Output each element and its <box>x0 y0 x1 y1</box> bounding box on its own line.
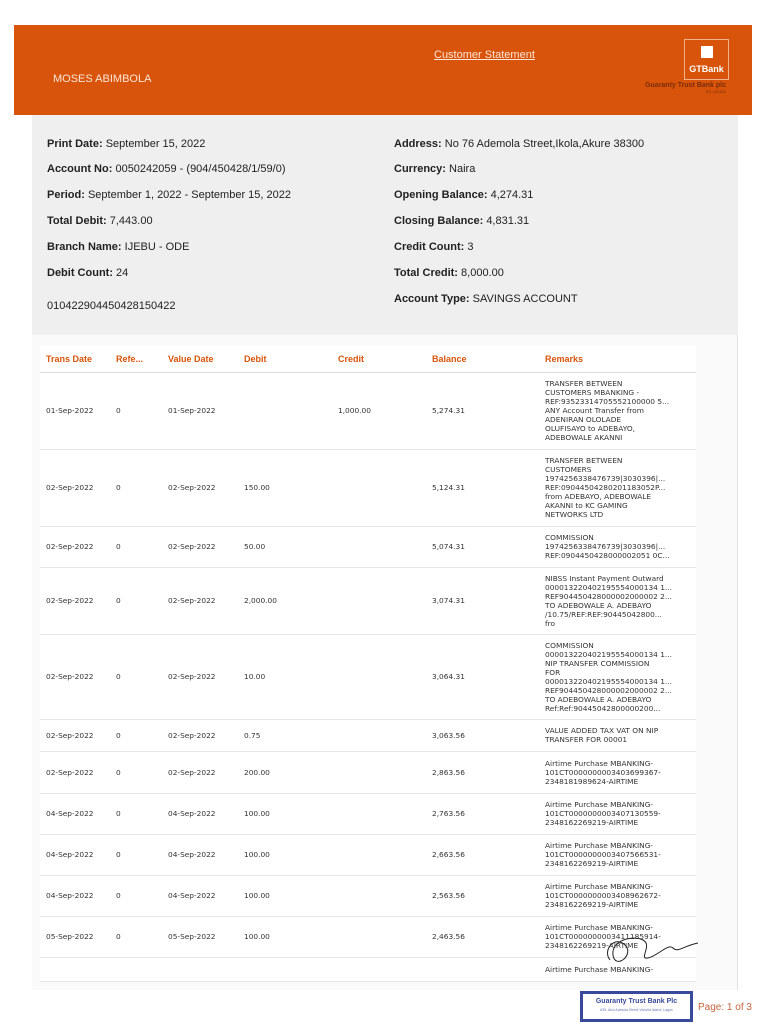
table-row[interactable] <box>40 634 696 719</box>
table-cell: 02-Sep-2022 <box>40 634 110 719</box>
table-cell: 04-Sep-2022 <box>162 875 238 916</box>
table-cell: NIBSS Instant Payment Outward 000013220402195554000134 1... REF904450428000002000002 2... TO ADEBOWALE A. ADEBAYO /10.75/REF:REF:90445042800... fro <box>539 567 696 634</box>
table-cell <box>332 793 426 834</box>
page-number: Page: 1 of 3 <box>698 1002 752 1013</box>
table-cell: 50.00 <box>238 526 332 567</box>
table-cell: 02-Sep-2022 <box>40 751 110 793</box>
bank-name: Guaranty Trust Bank plc RC 152321 <box>645 82 726 94</box>
table-cell: COMMISSION 000013220402195554000134 1... NIP TRANSFER COMMISSION FOR 000013220402195554000134 1... REF904450428000002000002 2... TO ADEBOWALE A. ADEBAYO Ref:Ref:90445042800000200... <box>539 634 696 719</box>
table-cell: 2,463.56 <box>426 916 539 957</box>
column-header[interactable]: Refe... <box>110 346 162 372</box>
table-cell: 0 <box>110 834 162 875</box>
table-row[interactable] <box>40 567 696 634</box>
table-cell: 05-Sep-2022 <box>40 916 110 957</box>
table-cell <box>332 751 426 793</box>
bank-stamp: Guaranty Trust Bank Plc 635, Akin Adesola Street,Victoria Island, Lagos <box>580 991 693 1022</box>
table-cell: 0 <box>110 793 162 834</box>
table-cell: 0 <box>110 449 162 526</box>
table-cell <box>332 449 426 526</box>
table-cell: 100.00 <box>238 916 332 957</box>
table-cell: 02-Sep-2022 <box>162 719 238 751</box>
table-cell: 200.00 <box>238 751 332 793</box>
table-cell: 02-Sep-2022 <box>162 751 238 793</box>
table-cell: 2,563.56 <box>426 875 539 916</box>
table-cell <box>332 916 426 957</box>
table-cell: 0 <box>110 916 162 957</box>
table-row[interactable] <box>40 526 696 567</box>
table-row[interactable] <box>40 372 696 449</box>
table-cell: TRANSFER BETWEEN CUSTOMERS 1974256338476739|3030396|... REF:09044504280201183052P... from ADEBAYO, ADEBOWALE AKANNI to KC GAMING NETWORKS LTD <box>539 449 696 526</box>
table-cell: 3,064.31 <box>426 634 539 719</box>
table-cell: Airtime Purchase MBANKING- 101CT0000000003403699367- 2348181989624-AIRTIME <box>539 751 696 793</box>
column-header[interactable]: Trans Date <box>40 346 110 372</box>
info-field: Opening Balance: 4,274.31 <box>394 189 534 201</box>
table-cell: 0.75 <box>238 719 332 751</box>
table-cell: VALUE ADDED TAX VAT ON NIP TRANSFER FOR 00001 <box>539 719 696 751</box>
table-cell: 05-Sep-2022 <box>162 916 238 957</box>
table-cell <box>162 957 238 981</box>
table-cell: 02-Sep-2022 <box>162 526 238 567</box>
table-cell <box>332 526 426 567</box>
table-cell <box>332 634 426 719</box>
table-cell <box>40 957 110 981</box>
table-cell: 0 <box>110 526 162 567</box>
table-cell: 5,074.31 <box>426 526 539 567</box>
table-cell <box>238 372 332 449</box>
table-row[interactable] <box>40 751 696 793</box>
table-cell: 2,000.00 <box>238 567 332 634</box>
table-cell: 0 <box>110 567 162 634</box>
info-field: Currency: Naira <box>394 163 476 175</box>
table-cell: 2,763.56 <box>426 793 539 834</box>
table-cell: 02-Sep-2022 <box>40 719 110 751</box>
table-row[interactable] <box>40 449 696 526</box>
reference-number: 010422904450428150422 <box>47 300 176 312</box>
table-cell: 0 <box>110 372 162 449</box>
info-field: Debit Count: 24 <box>47 267 129 279</box>
table-cell: 3,063.56 <box>426 719 539 751</box>
table-cell: 5,274.31 <box>426 372 539 449</box>
column-header[interactable]: Credit <box>332 346 426 372</box>
table-cell: 0 <box>110 875 162 916</box>
table-cell: 04-Sep-2022 <box>40 875 110 916</box>
table-row[interactable] <box>40 834 696 875</box>
table-cell: 04-Sep-2022 <box>40 834 110 875</box>
info-field: Account No: 0050242059 - (904/450428/1/59/0) <box>47 163 286 175</box>
table-row[interactable] <box>40 875 696 916</box>
table-cell: 3,074.31 <box>426 567 539 634</box>
table-cell <box>426 957 539 981</box>
table-cell: 01-Sep-2022 <box>40 372 110 449</box>
table-cell: 0 <box>110 719 162 751</box>
table-cell: 1,000.00 <box>332 372 426 449</box>
table-cell: 150.00 <box>238 449 332 526</box>
table-cell: 5,124.31 <box>426 449 539 526</box>
table-cell: Airtime Purchase MBANKING- 101CT0000000003407130559- 2348162269219-AIRTIME <box>539 793 696 834</box>
table-cell <box>238 957 332 981</box>
table-cell <box>110 957 162 981</box>
gtbank-logo: GTBank <box>684 39 729 80</box>
table-cell: 01-Sep-2022 <box>162 372 238 449</box>
info-field: Account Type: SAVINGS ACCOUNT <box>394 293 578 305</box>
customer-statement-link[interactable]: Customer Statement <box>434 49 535 61</box>
signature <box>590 925 700 975</box>
table-cell: 100.00 <box>238 875 332 916</box>
table-cell: 04-Sep-2022 <box>40 793 110 834</box>
info-field: Closing Balance: 4,831.31 <box>394 215 530 227</box>
table-cell <box>332 834 426 875</box>
table-cell: COMMISSION 1974256338476739|3030396|... REF:0904450428000002051 0C... <box>539 526 696 567</box>
table-cell <box>332 957 426 981</box>
table-cell: Airtime Purchase MBANKING- 101CT0000000003411185914- 2348162269219-AIRTIME <box>539 916 696 957</box>
table-cell: TRANSFER BETWEEN CUSTOMERS MBANKING - REF:93523314705552100000 5... ANY Account Transfer from ADENIRAN OLOLADE OLUFISAYO to ADEBAYO, ADEBOWALE AKANNI <box>539 372 696 449</box>
table-cell <box>332 567 426 634</box>
table-cell: 02-Sep-2022 <box>162 634 238 719</box>
table-cell: 2,863.56 <box>426 751 539 793</box>
table-cell: 04-Sep-2022 <box>162 834 238 875</box>
column-header[interactable]: Balance <box>426 346 539 372</box>
table-cell <box>332 875 426 916</box>
statement-header <box>14 25 752 115</box>
info-field: Branch Name: IJEBU - ODE <box>47 241 190 253</box>
info-field: Period: September 1, 2022 - September 15, 2022 <box>47 189 291 201</box>
column-header[interactable]: Value Date <box>162 346 238 372</box>
info-field: Address: No 76 Ademola Street,Ikola,Akure 38300 <box>394 138 645 150</box>
table-row[interactable] <box>40 719 696 751</box>
table-cell: 2,663.56 <box>426 834 539 875</box>
column-header[interactable]: Debit <box>238 346 332 372</box>
table-cell: 02-Sep-2022 <box>40 449 110 526</box>
info-field: Total Debit: 7,443.00 <box>47 215 153 227</box>
table-cell <box>332 719 426 751</box>
transactions-table <box>40 346 696 982</box>
table-cell: Airtime Purchase MBANKING- 101CT0000000003408962672- 2348162269219-AIRTIME <box>539 875 696 916</box>
table-cell: 02-Sep-2022 <box>162 567 238 634</box>
info-field: Total Credit: 8,000.00 <box>394 267 504 279</box>
table-cell: 0 <box>110 751 162 793</box>
table-cell: 100.00 <box>238 834 332 875</box>
info-field: Print Date: September 15, 2022 <box>47 138 206 150</box>
table-row[interactable] <box>40 793 696 834</box>
table-cell: Airtime Purchase MBANKING- <box>539 957 696 981</box>
info-field: Credit Count: 3 <box>394 241 474 253</box>
table-cell: 04-Sep-2022 <box>162 793 238 834</box>
table-cell: 02-Sep-2022 <box>40 526 110 567</box>
column-header[interactable]: Remarks <box>539 346 696 372</box>
account-holder-name: MOSES ABIMBOLA <box>53 73 152 85</box>
table-cell: Airtime Purchase MBANKING- 101CT0000000003407566531- 2348162269219-AIRTIME <box>539 834 696 875</box>
table-cell: 02-Sep-2022 <box>162 449 238 526</box>
table-cell: 0 <box>110 634 162 719</box>
table-cell: 10.00 <box>238 634 332 719</box>
table-cell: 02-Sep-2022 <box>40 567 110 634</box>
table-cell: 100.00 <box>238 793 332 834</box>
